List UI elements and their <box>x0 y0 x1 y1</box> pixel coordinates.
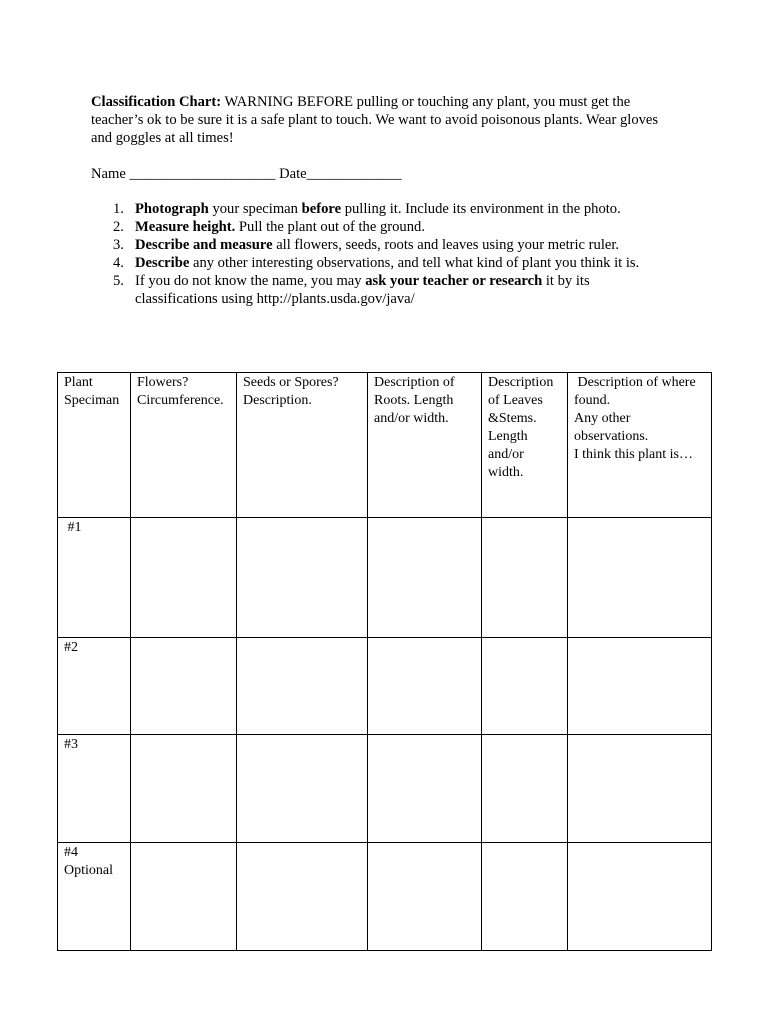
table-header-row <box>58 373 712 518</box>
table-cell[interactable] <box>482 638 568 735</box>
row-label-cell <box>58 518 131 638</box>
instruction-bold: Photograph <box>135 201 209 217</box>
instruction-number: 1. <box>113 201 124 217</box>
instruction-bold: Describe and measure <box>135 237 273 253</box>
name-label: Name <box>91 166 126 182</box>
table-row <box>58 843 712 951</box>
table-row <box>58 638 712 735</box>
classification-table <box>57 372 712 951</box>
row-label: #3 <box>64 737 78 752</box>
header-cell <box>131 373 237 518</box>
table-cell[interactable] <box>368 518 482 638</box>
row-label-cell <box>58 638 131 735</box>
name-date-line <box>91 165 402 183</box>
table-cell[interactable] <box>568 843 712 951</box>
header-text: Plant Speciman <box>64 375 120 408</box>
table-cell[interactable] <box>131 638 237 735</box>
instruction-item <box>113 236 673 254</box>
table-row <box>58 518 712 638</box>
instruction-text: your speciman <box>208 201 302 217</box>
header-cell <box>237 373 368 518</box>
instruction-item <box>113 200 673 218</box>
instruction-list <box>113 200 673 308</box>
table-cell[interactable] <box>237 638 368 735</box>
table-cell[interactable] <box>131 843 237 951</box>
header-cell <box>482 373 568 518</box>
header-text: Flowers? Circumference. <box>137 375 224 408</box>
instruction-text: Pull the plant out of the ground. <box>235 219 425 235</box>
instruction-text: all flowers, seeds, roots and leaves using your metric ruler. <box>272 237 620 253</box>
header-text: Description of where found. Any other observations. I think this plant is… <box>574 375 696 462</box>
table-cell[interactable] <box>368 638 482 735</box>
table-cell[interactable] <box>131 735 237 843</box>
date-blank[interactable]: _____________ <box>306 166 402 182</box>
name-blank[interactable]: ____________________ <box>125 166 280 182</box>
table-cell[interactable] <box>368 843 482 951</box>
table-cell[interactable] <box>568 518 712 638</box>
instruction-number: 4. <box>113 255 124 271</box>
instruction-text: it by its classifications using http://plants.usda.gov/java/ <box>135 273 590 307</box>
instruction-number: 3. <box>113 237 124 253</box>
instruction-number: 5. <box>113 273 124 289</box>
header-cell <box>368 373 482 518</box>
row-label: #2 <box>64 640 78 655</box>
instruction-bold: Describe <box>135 255 190 271</box>
table-cell[interactable] <box>482 518 568 638</box>
row-label-cell <box>58 735 131 843</box>
instruction-text: pulling it. Include its environment in the photo. <box>341 201 621 217</box>
instruction-bold: ask your teacher or research <box>365 273 543 289</box>
table-cell[interactable] <box>482 843 568 951</box>
table-cell[interactable] <box>568 735 712 843</box>
instruction-item <box>113 272 673 308</box>
instruction-item <box>113 254 673 272</box>
table-cell[interactable] <box>482 735 568 843</box>
instruction-number: 2. <box>113 219 124 235</box>
chart-heading: Classification Chart: <box>91 94 222 110</box>
table-cell[interactable] <box>368 735 482 843</box>
table-row <box>58 735 712 843</box>
row-label: #4 Optional <box>64 845 113 878</box>
table-cell[interactable] <box>237 735 368 843</box>
instruction-bold: before <box>301 201 342 217</box>
intro-paragraph <box>91 93 671 147</box>
header-cell <box>58 373 131 518</box>
table-cell[interactable] <box>568 638 712 735</box>
instruction-bold: Measure height. <box>135 219 236 235</box>
header-text: Description of Roots. Length and/or width. <box>374 375 455 426</box>
header-cell <box>568 373 712 518</box>
instruction-item <box>113 218 673 236</box>
header-text: Seeds or Spores? Description. <box>243 375 339 408</box>
warning-text: WARNING BEFORE pulling or touching any plant, you must get the teacher’s ok to be sure it is a safe plant to touch. We want to avoid poisonous plants. Wear gloves and goggles at all times! <box>91 94 659 146</box>
header-text: Description of Leaves &Stems. Length and/or width. <box>488 375 554 480</box>
date-label: Date <box>279 166 307 182</box>
table-cell[interactable] <box>237 843 368 951</box>
table-cell[interactable] <box>237 518 368 638</box>
row-label-cell <box>58 843 131 951</box>
table-cell[interactable] <box>131 518 237 638</box>
row-label: #1 <box>64 520 82 535</box>
instruction-text: If you do not know the name, you may <box>135 273 366 289</box>
instruction-text: any other interesting observations, and tell what kind of plant you think it is. <box>189 255 640 271</box>
